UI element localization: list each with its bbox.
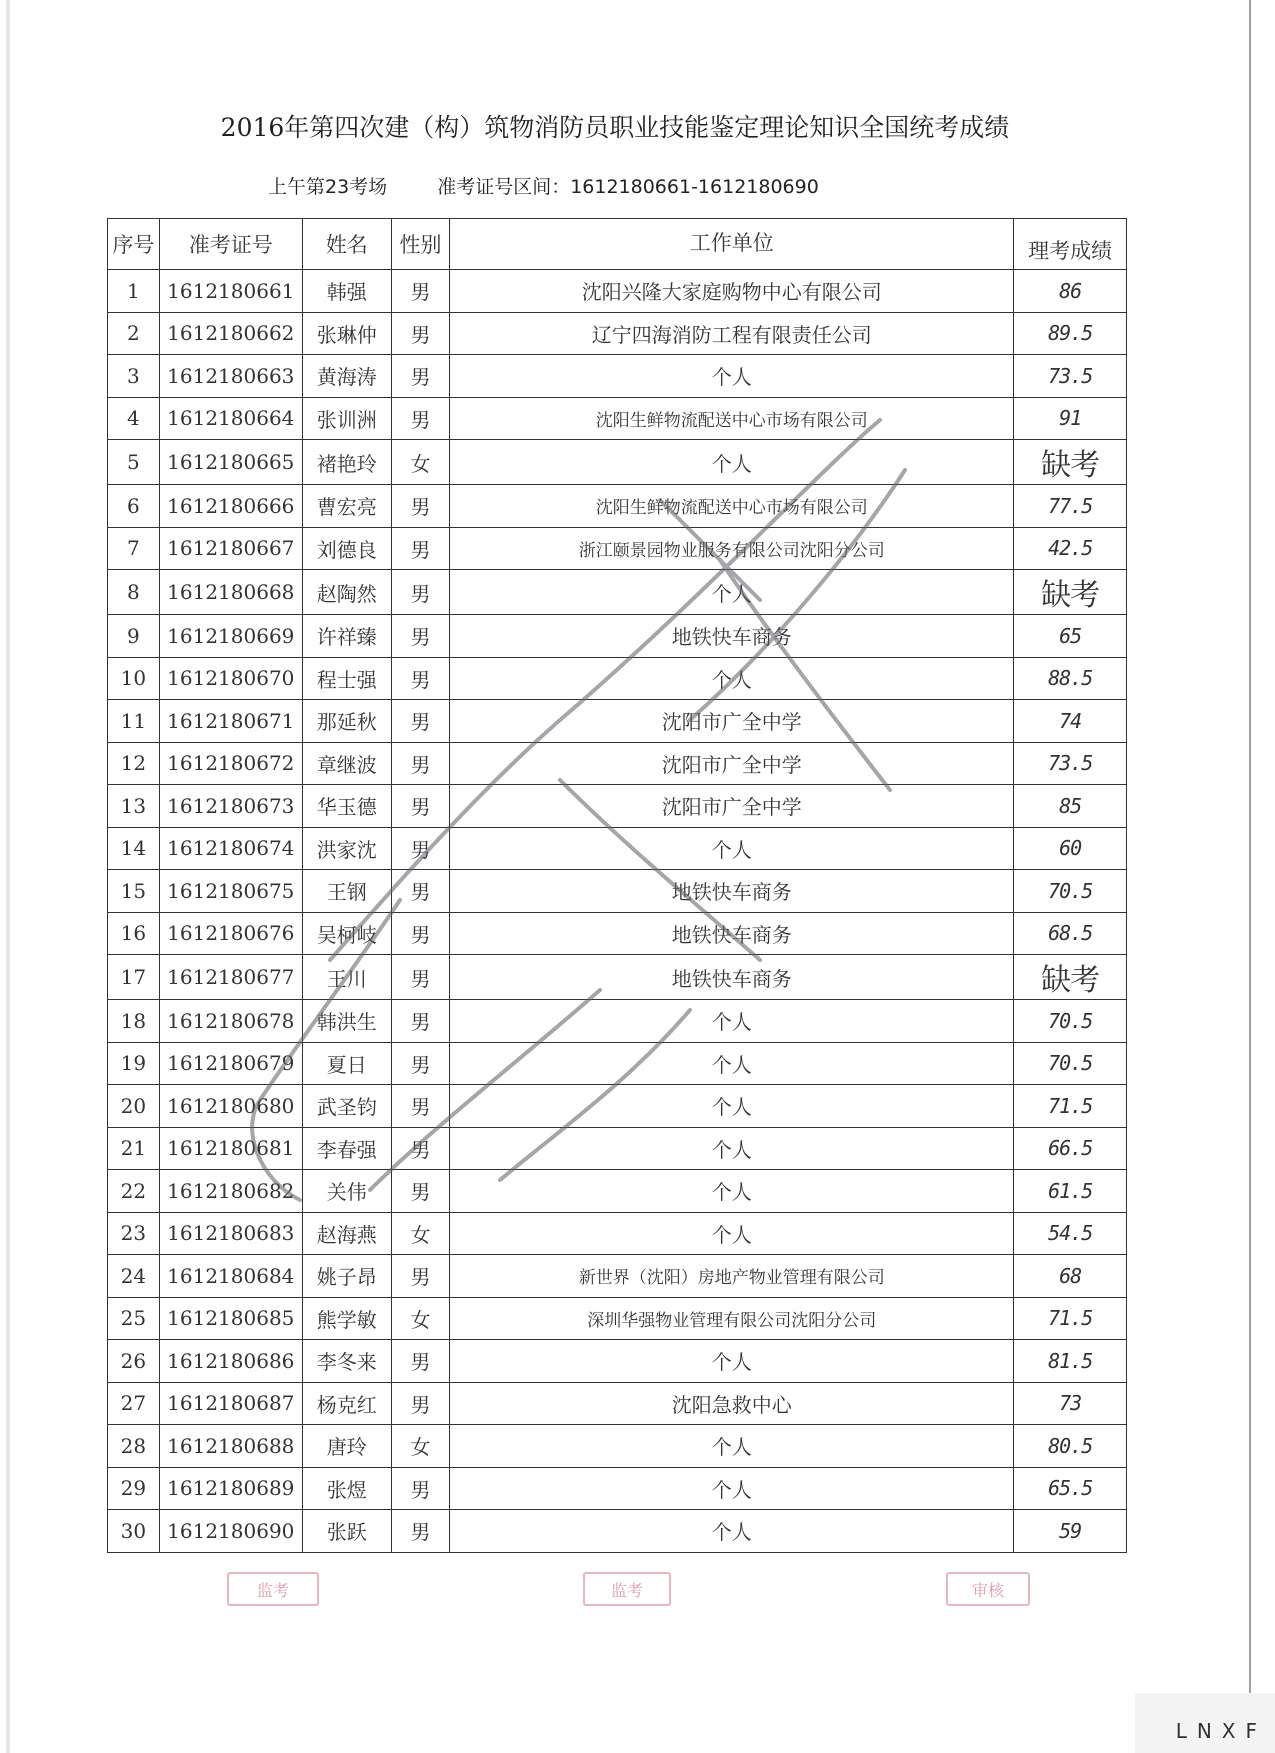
row-gender: 女: [391, 1297, 450, 1340]
row-name: 许祥臻: [302, 615, 391, 658]
row-index: 16: [108, 912, 160, 955]
table-row: [108, 1425, 1127, 1468]
row-name: 张训洲: [302, 397, 391, 440]
row-work-unit: 沈阳生鲜物流配送中心市场有限公司: [450, 397, 1014, 440]
document-subtitle: [268, 172, 819, 199]
table-row: [108, 397, 1127, 440]
row-ticket-number: 1612180680: [159, 1085, 302, 1128]
row-index: 23: [108, 1212, 160, 1255]
row-score: 73.5: [1014, 742, 1127, 785]
scan-right-edge: [1249, 0, 1251, 1753]
row-gender: 男: [391, 657, 450, 700]
table-row: [108, 1340, 1127, 1383]
row-index: 13: [108, 785, 160, 828]
row-name: 韩强: [302, 270, 391, 313]
header-index: 序号: [108, 219, 160, 270]
row-ticket-number: 1612180672: [159, 742, 302, 785]
row-score: 77.5: [1014, 485, 1127, 528]
table-row: [108, 312, 1127, 355]
row-gender: 男: [391, 912, 450, 955]
row-ticket-number: 1612180667: [159, 527, 302, 570]
row-ticket-number: 1612180669: [159, 615, 302, 658]
row-gender: 男: [391, 742, 450, 785]
row-index: 18: [108, 1000, 160, 1043]
table-row: [108, 527, 1127, 570]
row-index: 24: [108, 1255, 160, 1298]
row-gender: 男: [391, 570, 450, 615]
row-work-unit: 个人: [450, 355, 1014, 398]
row-score: 60: [1014, 827, 1127, 870]
table-row: [108, 827, 1127, 870]
row-name: 韩洪生: [302, 1000, 391, 1043]
row-ticket-number: 1612180662: [159, 312, 302, 355]
corner-watermark: LNXF: [1175, 1719, 1267, 1743]
table-row: [108, 912, 1127, 955]
row-name: 赵陶然: [302, 570, 391, 615]
row-work-unit: 深圳华强物业管理有限公司沈阳分公司: [450, 1297, 1014, 1340]
row-ticket-number: 1612180663: [159, 355, 302, 398]
header-score: 理考成绩: [1014, 219, 1127, 270]
row-gender: 男: [391, 1255, 450, 1298]
row-gender: 男: [391, 615, 450, 658]
row-work-unit: 个人: [450, 1425, 1014, 1468]
row-score: 71.5: [1014, 1085, 1127, 1128]
row-score: 91: [1014, 397, 1127, 440]
score-table: [107, 218, 1127, 1553]
row-gender: 男: [391, 1042, 450, 1085]
row-work-unit: 个人: [450, 1212, 1014, 1255]
row-score: 86: [1014, 270, 1127, 313]
row-index: 22: [108, 1170, 160, 1213]
row-index: 2: [108, 312, 160, 355]
row-gender: 男: [391, 1340, 450, 1383]
row-name: 李春强: [302, 1127, 391, 1170]
table-row: [108, 1000, 1127, 1043]
row-name: 那延秋: [302, 700, 391, 743]
row-score: 缺考: [1014, 955, 1127, 1000]
row-index: 3: [108, 355, 160, 398]
row-work-unit: 个人: [450, 1000, 1014, 1043]
row-score: 缺考: [1014, 440, 1127, 485]
row-ticket-number: 1612180685: [159, 1297, 302, 1340]
stamp-proctor-1: 监考: [227, 1572, 319, 1606]
table-row: [108, 355, 1127, 398]
table-body: [108, 270, 1127, 1553]
row-work-unit: 沈阳急救中心: [450, 1382, 1014, 1425]
document-title: 2016年第四次建（构）筑物消防员职业技能鉴定理论知识全国统考成绩: [220, 113, 1010, 142]
row-index: 7: [108, 527, 160, 570]
table-row: [108, 657, 1127, 700]
row-name: 华玉德: [302, 785, 391, 828]
row-gender: 男: [391, 1510, 450, 1553]
row-gender: 男: [391, 397, 450, 440]
table-row: [108, 1510, 1127, 1553]
row-gender: 男: [391, 1127, 450, 1170]
row-ticket-number: 1612180666: [159, 485, 302, 528]
row-score: 缺考: [1014, 570, 1127, 615]
row-work-unit: 个人: [450, 1042, 1014, 1085]
row-name: 姚子昂: [302, 1255, 391, 1298]
row-gender: 女: [391, 440, 450, 485]
row-score: 54.5: [1014, 1212, 1127, 1255]
row-ticket-number: 1612180678: [159, 1000, 302, 1043]
row-gender: 男: [391, 1382, 450, 1425]
row-score: 65.5: [1014, 1467, 1127, 1510]
row-name: 程士强: [302, 657, 391, 700]
table-row: [108, 785, 1127, 828]
row-index: 29: [108, 1467, 160, 1510]
row-gender: 男: [391, 527, 450, 570]
row-index: 25: [108, 1297, 160, 1340]
row-index: 28: [108, 1425, 160, 1468]
row-index: 20: [108, 1085, 160, 1128]
row-ticket-number: 1612180670: [159, 657, 302, 700]
row-name: 李冬来: [302, 1340, 391, 1383]
row-index: 4: [108, 397, 160, 440]
row-name: 熊学敏: [302, 1297, 391, 1340]
stamp-reviewer: 审核: [946, 1572, 1030, 1606]
row-name: 黄海涛: [302, 355, 391, 398]
row-name: 洪家沈: [302, 827, 391, 870]
row-score: 70.5: [1014, 870, 1127, 913]
row-score: 74: [1014, 700, 1127, 743]
row-index: 9: [108, 615, 160, 658]
row-name: 武圣钧: [302, 1085, 391, 1128]
row-score: 42.5: [1014, 527, 1127, 570]
table-row: [108, 270, 1127, 313]
row-work-unit: 地铁快车商务: [450, 615, 1014, 658]
row-work-unit: 辽宁四海消防工程有限责任公司: [450, 312, 1014, 355]
row-gender: 男: [391, 355, 450, 398]
row-gender: 男: [391, 955, 450, 1000]
row-score: 70.5: [1014, 1000, 1127, 1043]
row-index: 5: [108, 440, 160, 485]
row-index: 8: [108, 570, 160, 615]
row-work-unit: 沈阳市广全中学: [450, 700, 1014, 743]
table-row: [108, 615, 1127, 658]
row-gender: 女: [391, 1212, 450, 1255]
row-ticket-number: 1612180689: [159, 1467, 302, 1510]
row-gender: 男: [391, 1000, 450, 1043]
row-gender: 男: [391, 312, 450, 355]
table-header-row: [108, 219, 1127, 270]
row-score: 88.5: [1014, 657, 1127, 700]
row-ticket-number: 1612180679: [159, 1042, 302, 1085]
row-gender: 男: [391, 700, 450, 743]
row-index: 11: [108, 700, 160, 743]
row-name: 张煜: [302, 1467, 391, 1510]
header-name: 姓名: [302, 219, 391, 270]
table-row: [108, 1170, 1127, 1213]
row-gender: 男: [391, 1170, 450, 1213]
row-score: 89.5: [1014, 312, 1127, 355]
row-name: 王川: [302, 955, 391, 1000]
row-index: 10: [108, 657, 160, 700]
ticket-range: 准考证号区间：1612180661-1612180690: [437, 176, 819, 198]
row-score: 70.5: [1014, 1042, 1127, 1085]
row-ticket-number: 1612180688: [159, 1425, 302, 1468]
row-ticket-number: 1612180671: [159, 700, 302, 743]
row-index: 26: [108, 1340, 160, 1383]
scan-left-edge: [6, 0, 10, 1753]
row-score: 61.5: [1014, 1170, 1127, 1213]
row-score: 65: [1014, 615, 1127, 658]
row-gender: 男: [391, 827, 450, 870]
row-ticket-number: 1612180673: [159, 785, 302, 828]
row-index: 12: [108, 742, 160, 785]
table-row: [108, 1255, 1127, 1298]
row-name: 夏日: [302, 1042, 391, 1085]
row-score: 73.5: [1014, 355, 1127, 398]
table-row: [108, 1467, 1127, 1510]
row-name: 杨克红: [302, 1382, 391, 1425]
row-work-unit: 沈阳兴隆大家庭购物中心有限公司: [450, 270, 1014, 313]
row-ticket-number: 1612180661: [159, 270, 302, 313]
row-index: 15: [108, 870, 160, 913]
table-row: [108, 440, 1127, 485]
row-ticket-number: 1612180683: [159, 1212, 302, 1255]
row-index: 1: [108, 270, 160, 313]
row-ticket-number: 1612180676: [159, 912, 302, 955]
row-work-unit: 个人: [450, 1127, 1014, 1170]
table-row: [108, 955, 1127, 1000]
row-score: 80.5: [1014, 1425, 1127, 1468]
row-name: 褚艳玲: [302, 440, 391, 485]
row-work-unit: 个人: [450, 1170, 1014, 1213]
row-score: 73: [1014, 1382, 1127, 1425]
row-ticket-number: 1612180674: [159, 827, 302, 870]
row-gender: 男: [391, 870, 450, 913]
row-work-unit: 浙江颐景园物业服务有限公司沈阳分公司: [450, 527, 1014, 570]
row-ticket-number: 1612180687: [159, 1382, 302, 1425]
row-work-unit: 个人: [450, 827, 1014, 870]
row-ticket-number: 1612180686: [159, 1340, 302, 1383]
table-row: [108, 1042, 1127, 1085]
table-row: [108, 1127, 1127, 1170]
row-work-unit: 沈阳市广全中学: [450, 785, 1014, 828]
row-index: 21: [108, 1127, 160, 1170]
row-work-unit: 个人: [450, 1085, 1014, 1128]
row-index: 17: [108, 955, 160, 1000]
row-ticket-number: 1612180677: [159, 955, 302, 1000]
row-index: 14: [108, 827, 160, 870]
row-work-unit: 地铁快车商务: [450, 912, 1014, 955]
row-work-unit: 个人: [450, 1467, 1014, 1510]
stamp-proctor-2: 监考: [583, 1572, 671, 1606]
row-gender: 男: [391, 1467, 450, 1510]
table-row: [108, 870, 1127, 913]
row-index: 27: [108, 1382, 160, 1425]
row-name: 赵海燕: [302, 1212, 391, 1255]
row-name: 张跃: [302, 1510, 391, 1553]
row-work-unit: 新世界（沈阳）房地产物业管理有限公司: [450, 1255, 1014, 1298]
table-row: [108, 1382, 1127, 1425]
table-row: [108, 700, 1127, 743]
row-score: 81.5: [1014, 1340, 1127, 1383]
row-gender: 女: [391, 1425, 450, 1468]
exam-session: 上午第23考场: [268, 176, 388, 198]
row-ticket-number: 1612180675: [159, 870, 302, 913]
row-index: 19: [108, 1042, 160, 1085]
row-work-unit: 地铁快车商务: [450, 870, 1014, 913]
row-work-unit: 个人: [450, 570, 1014, 615]
row-gender: 男: [391, 785, 450, 828]
row-ticket-number: 1612180668: [159, 570, 302, 615]
row-work-unit: 沈阳生鲜物流配送中心市场有限公司: [450, 485, 1014, 528]
table-row: [108, 1085, 1127, 1128]
table-row: [108, 485, 1127, 528]
row-name: 刘德良: [302, 527, 391, 570]
row-name: 张琳仲: [302, 312, 391, 355]
row-name: 关伟: [302, 1170, 391, 1213]
row-work-unit: 个人: [450, 657, 1014, 700]
row-name: 唐玲: [302, 1425, 391, 1468]
row-ticket-number: 1612180681: [159, 1127, 302, 1170]
row-score: 59: [1014, 1510, 1127, 1553]
row-name: 吴柯岐: [302, 912, 391, 955]
row-gender: 男: [391, 270, 450, 313]
row-work-unit: 个人: [450, 1510, 1014, 1553]
row-work-unit: 地铁快车商务: [450, 955, 1014, 1000]
row-score: 71.5: [1014, 1297, 1127, 1340]
row-score: 66.5: [1014, 1127, 1127, 1170]
table-row: [108, 742, 1127, 785]
row-work-unit: 个人: [450, 440, 1014, 485]
row-score: 68: [1014, 1255, 1127, 1298]
row-gender: 男: [391, 485, 450, 528]
row-ticket-number: 1612180684: [159, 1255, 302, 1298]
header-work-unit: 工作单位: [450, 219, 1014, 270]
row-name: 章继波: [302, 742, 391, 785]
row-ticket-number: 1612180665: [159, 440, 302, 485]
row-ticket-number: 1612180664: [159, 397, 302, 440]
row-score: 68.5: [1014, 912, 1127, 955]
row-work-unit: 沈阳市广全中学: [450, 742, 1014, 785]
row-work-unit: 个人: [450, 1340, 1014, 1383]
row-ticket-number: 1612180682: [159, 1170, 302, 1213]
header-gender: 性别: [391, 219, 450, 270]
table-row: [108, 1212, 1127, 1255]
row-gender: 男: [391, 1085, 450, 1128]
row-index: 30: [108, 1510, 160, 1553]
header-ticket: 准考证号: [159, 219, 302, 270]
row-name: 王钢: [302, 870, 391, 913]
table-row: [108, 1297, 1127, 1340]
row-ticket-number: 1612180690: [159, 1510, 302, 1553]
row-index: 6: [108, 485, 160, 528]
row-score: 85: [1014, 785, 1127, 828]
table-row: [108, 570, 1127, 615]
row-name: 曹宏亮: [302, 485, 391, 528]
